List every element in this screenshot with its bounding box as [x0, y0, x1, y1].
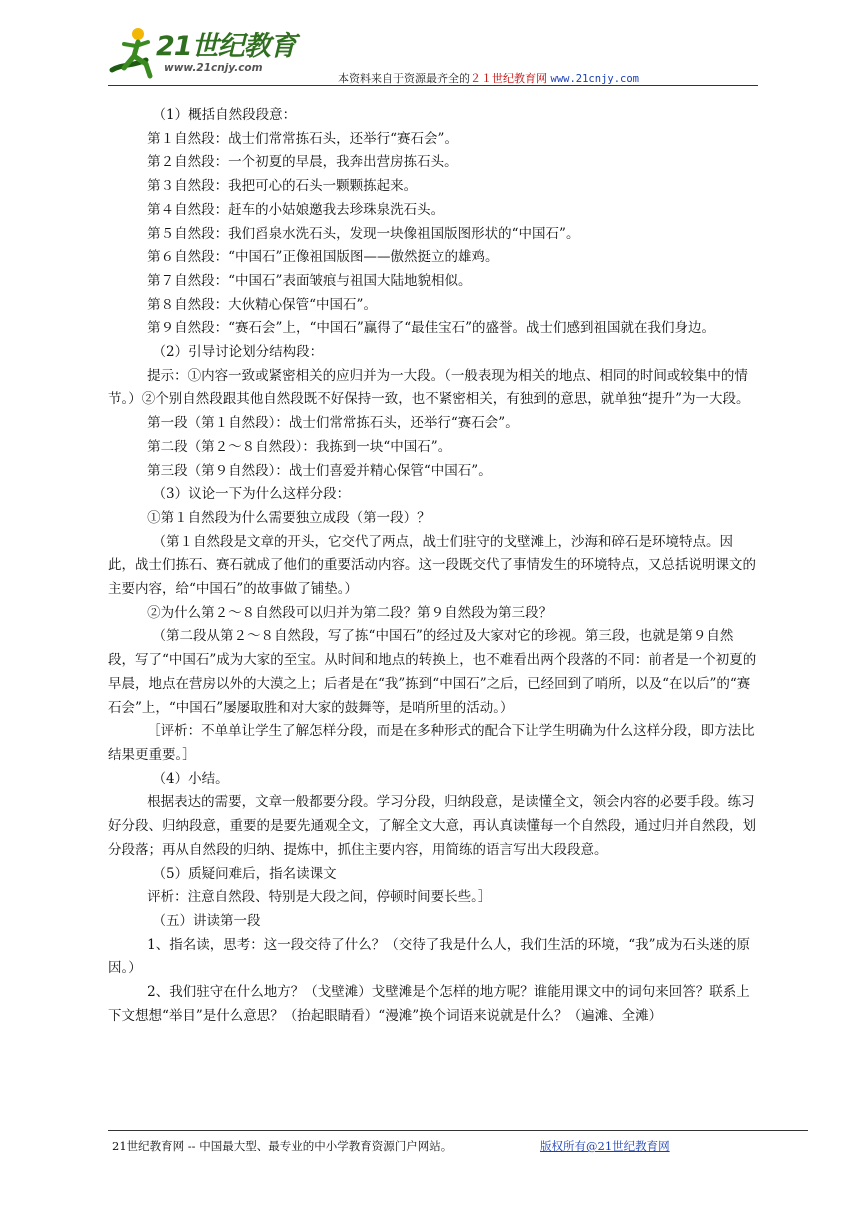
header-divider: [108, 85, 758, 86]
paragraph: 第４自然段：赶车的小姑娘邀我去珍珠泉洗石头。: [147, 201, 445, 218]
paragraph: 第二段（第２～８自然段）：我拣到一块“中国石”。: [147, 438, 452, 455]
paragraph: 提示：①内容一致或紧密相关的应归并为一大段。（一般表现为相关的地点、相同的时间或较集中的情节。）②个别自然段跟其他自然段既不好保持一致，也不紧密相关，有独到的意思，就单独“提升”为一大段。: [108, 367, 750, 408]
paragraph: （3）议论一下为什么这样分段：: [152, 486, 351, 503]
site-logo[interactable]: [108, 18, 308, 82]
paragraph: （第１自然段是文章的开头，它交代了两点，战士们驻守的戈壁滩上，沙海和碎石是环境特点。因此，战士们拣石、赛石就成了他们的重要活动内容。这一段既交代了事情发生的环境特点，又总括说明课文的主要内容，给“中国石”的故事做了铺垫。）: [108, 533, 756, 598]
paragraph: （2）引导讨论划分结构段：: [152, 344, 324, 361]
paragraph: 评析：注意自然段、特别是大段之间，停顿时间要长些。］: [147, 889, 492, 906]
paragraph: 第１自然段：战士们常常拣石头，还举行“赛石会”。: [147, 130, 458, 147]
document-body: [108, 104, 758, 1028]
footer-text: 21世纪教育网 -- 中国最大型、最专业的中小学教育资源门户网站。: [112, 1139, 453, 1153]
paragraph: （4）小结。: [152, 770, 229, 787]
header-tagline: [338, 70, 639, 86]
paragraph: （1）概括自然段段意：: [152, 107, 297, 123]
paragraph: 第一段（第１自然段）：战士们常常拣石头，还举行“赛石会”。: [147, 415, 519, 432]
paragraph: （第二段从第２～８自然段，写了拣“中国石”的经过及大家对它的珍视。第三段，也就是第９自然段，写了“中国石”成为大家的至宝。从时间和地点的转换上，也不难看出两个段落的不同：前者是一个初夏的早晨，地点在营房以外的大漠之上；后者是在“我”拣到“中国石”之后，已经回到了哨所，以及“在以后”的“赛石会”上，“中国石”屡屡取胜和对大家的鼓舞等，是哨所里的活动。）: [108, 628, 757, 716]
paragraph: 第５自然段：我们舀泉水洗石头，发现一块像祖国版图形状的“中国石”。: [147, 225, 580, 242]
paragraph: 根据表达的需要，文章一般都要分段。学习分段，归纳段意，是读懂全文，领会内容的必要手段。练习好分段、归纳段意，重要的是要先通观全文，了解全文大意，再认真读懂每一个自然段，通过归并自然段，划分段落；再从自然段的归纳、提炼中，抓住主要内容，用简练的语言写出大段段意。: [108, 794, 756, 858]
tagline-url-link[interactable]: www.21cnjy.com: [550, 73, 640, 85]
paragraph: 第三段（第９自然段）：战士们喜爱并精心保管“中国石”。: [147, 462, 492, 479]
footer-divider: [108, 1130, 808, 1131]
paragraph: 第９自然段：“赛石会”上，“中国石”赢得了“最佳宝石”的盛誉。战士们感到祖国就在我们身边。: [147, 320, 716, 337]
tagline-site-link[interactable]: ２１世纪教育网: [470, 72, 547, 85]
paragraph: 第７自然段：“中国石”表面皱痕与祖国大陆地貌相似。: [147, 272, 472, 289]
paragraph: 第８自然段：大伙精心保管“中国石”。: [147, 296, 377, 313]
logo-url: www.21cnjy.com: [164, 62, 263, 74]
tagline-prefix: 本资料来自于资源最齐全的: [338, 72, 470, 85]
paragraph: （5）质疑问难后，指名读课文: [152, 865, 337, 882]
paragraph: ②为什么第２～８自然段可以归并为第二段？第９自然段为第三段？: [147, 604, 553, 621]
paragraph: 2、我们驻守在什么地方？（戈壁滩）戈壁滩是个怎样的地方呢？谁能用课文中的词句来回答？联系上下文想想“举目”是什么意思？（抬起眼睛看）“漫滩”换个词语来说就是什么？（遍滩、全滩）: [108, 984, 750, 1024]
paragraph: （五）讲读第一段: [152, 912, 261, 929]
logo-text: 21世纪教育: [156, 31, 296, 62]
paragraph: ①第１自然段为什么需要独立成段（第一段）？: [147, 509, 431, 526]
page-header: [108, 18, 758, 86]
paragraph: 第３自然段：我把可心的石头一颗颗拣起来。: [147, 178, 418, 195]
paragraph: 第６自然段：“中国石”正像祖国版图——傲然挺立的雄鸡。: [147, 249, 499, 266]
paragraph: 第２自然段：一个初夏的早晨，我奔出营房拣石头。: [147, 154, 458, 171]
copyright-link[interactable]: 版权所有@21世纪教育网: [540, 1139, 670, 1153]
paragraph: 1、指名读，思考：这一段交待了什么？（交待了我是什么人，我们生活的环境，“我”成为石头迷的原因。）: [108, 936, 751, 977]
runner-logo-icon: [108, 24, 162, 80]
paragraph: ［评析：不单单让学生了解怎样分段，而是在多种形式的配合下让学生明确为什么这样分段，即方法比结果更重要。］: [108, 723, 755, 763]
